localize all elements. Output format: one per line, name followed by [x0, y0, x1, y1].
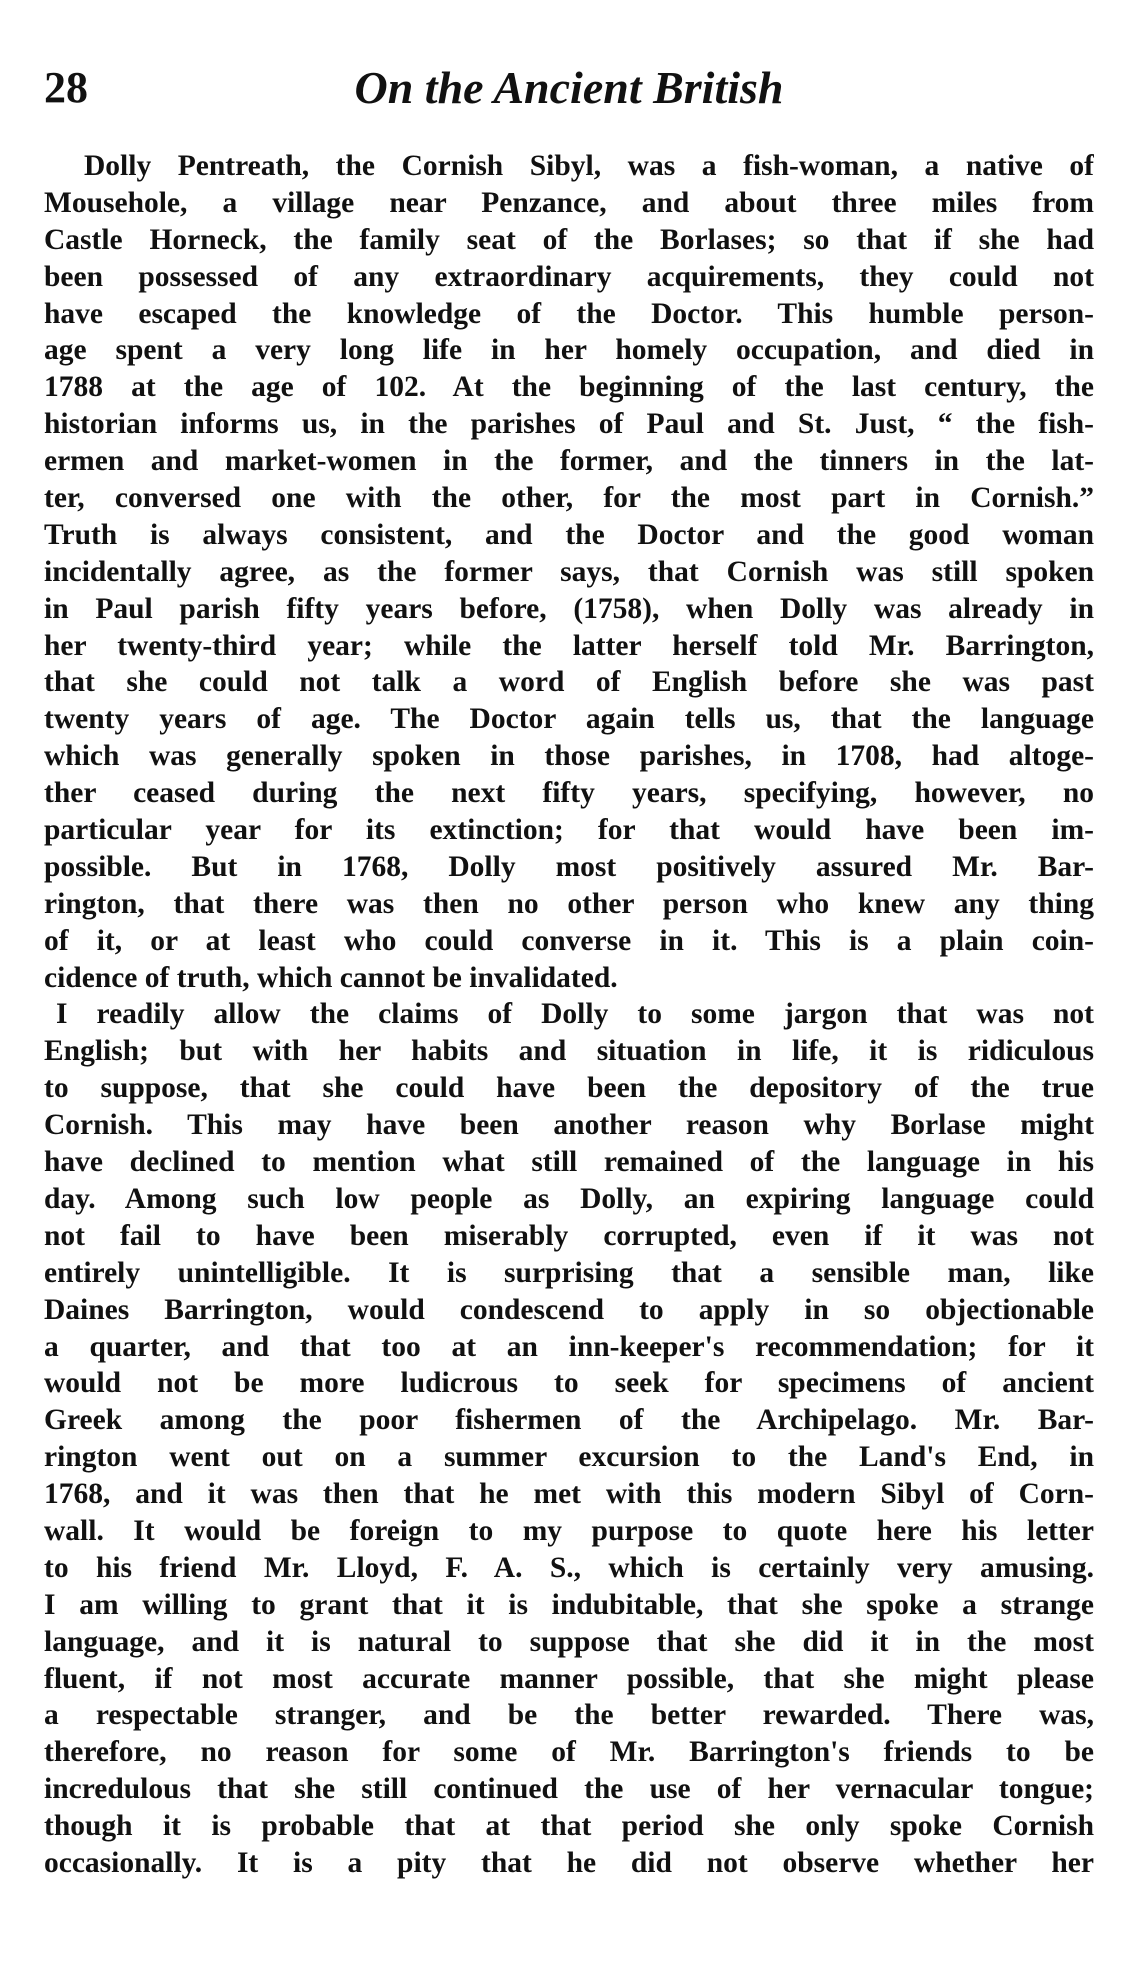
text-line: Daines Barrington, would condescend to apply in so objectionable	[44, 1293, 1094, 1326]
text-line: a quarter, and that too at an inn-keeper's recommendation; for it	[44, 1330, 1094, 1363]
text-line: I am willing to grant that it is indubitable, that she spoke a strange	[44, 1588, 1094, 1621]
text-line: English; but with her habits and situation in life, it is ridiculous	[44, 1035, 1094, 1068]
text-line: have escaped the knowledge of the Doctor. This humble person-	[44, 297, 1094, 330]
text-line: ter, conversed one with the other, for the most part in Cornish.”	[44, 482, 1094, 515]
text-line: Castle Horneck, the family seat of the Borlases; so that if she had	[44, 223, 1094, 256]
text-line: occasionally. It is a pity that he did not observe whether her	[44, 1846, 1094, 1879]
text-line: day. Among such low people as Dolly, an expiring language could	[44, 1182, 1094, 1215]
body-text	[44, 148, 1094, 1882]
text-line: 1768, and it was then that he met with this modern Sibyl of Corn-	[44, 1478, 1094, 1511]
text-line: which was generally spoken in those parishes, in 1708, had altoge-	[44, 740, 1094, 773]
text-line: Truth is always consistent, and the Doctor and the good woman	[44, 518, 1094, 551]
text-line: to his friend Mr. Lloyd, F. A. S., which is certainly very amusing.	[44, 1551, 1094, 1584]
text-line: incredulous that she still continued the use of her vernacular tongue;	[44, 1773, 1094, 1806]
text-line: Mousehole, a village near Penzance, and about three miles from	[44, 186, 1094, 219]
page-header	[44, 58, 1094, 118]
text-line: therefore, no reason for some of Mr. Barrington's friends to be	[44, 1736, 1094, 1769]
text-line: have declined to mention what still remained of the language in his	[44, 1146, 1094, 1179]
text-line: would not be more ludicrous to seek for specimens of ancient	[44, 1367, 1094, 1400]
text-line: particular year for its extinction; for that would have been im-	[44, 814, 1094, 847]
text-line: Dolly Pentreath, the Cornish Sibyl, was a fish-woman, a native of	[84, 150, 1094, 182]
text-line: Cornish. This may have been another reason why Borlase might	[44, 1109, 1094, 1142]
text-line: age spent a very long life in her homely occupation, and died in	[44, 334, 1094, 367]
text-line: incidentally agree, as the former says, that Cornish was still spoken	[44, 555, 1094, 588]
text-line: in Paul parish fifty years before, (1758), when Dolly was already in	[44, 592, 1094, 625]
text-line: though it is probable that at that period she only spoke Cornish	[44, 1810, 1094, 1843]
text-line: 1788 at the age of 102. At the beginning of the last century, the	[44, 371, 1094, 404]
text-line: wall. It would be foreign to my purpose to quote here his letter	[44, 1514, 1094, 1547]
text-line: of it, or at least who could converse in it. This is a plain coin-	[44, 924, 1094, 957]
text-line: Greek among the poor fishermen of the Archipelago. Mr. Bar-	[44, 1404, 1094, 1437]
text-line: her twenty-third year; while the latter herself told Mr. Barrington,	[44, 629, 1094, 662]
text-line: possible. But in 1768, Dolly most positively assured Mr. Bar-	[44, 850, 1094, 883]
text-line: rington, that there was then no other person who knew any thing	[44, 887, 1094, 920]
text-line: fluent, if not most accurate manner possible, that she might please	[44, 1662, 1094, 1695]
text-line: historian informs us, in the parishes of Paul and St. Just, “ the fish-	[44, 408, 1094, 441]
text-line: ther ceased during the next fifty years, specifying, however, no	[44, 777, 1094, 810]
text-line: entirely unintelligible. It is surprising that a sensible man, like	[44, 1256, 1094, 1289]
text-line: ermen and market-women in the former, and the tinners in the lat-	[44, 445, 1094, 478]
running-head: On the Ancient British	[354, 62, 784, 113]
text-line: twenty years of age. The Doctor again tells us, that the language	[44, 703, 1094, 736]
text-line: not fail to have been miserably corrupted, even if it was not	[44, 1219, 1094, 1252]
text-line: I readily allow the claims of Dolly to some jargon that was not	[56, 998, 1094, 1031]
text-line: that she could not talk a word of English before she was past	[44, 666, 1094, 699]
text-line: language, and it is natural to suppose that she did it in the most	[44, 1625, 1094, 1658]
text-line: rington went out on a summer excursion to the Land's End, in	[44, 1441, 1094, 1474]
page-number: 28	[44, 63, 88, 112]
text-line: to suppose, that she could have been the depository of the true	[44, 1072, 1094, 1105]
text-line: a respectable stranger, and be the better rewarded. There was,	[44, 1699, 1094, 1732]
text-line: cidence of truth, which cannot be invalidated.	[44, 961, 618, 994]
text-line: been possessed of any extraordinary acquirements, they could not	[44, 260, 1094, 293]
